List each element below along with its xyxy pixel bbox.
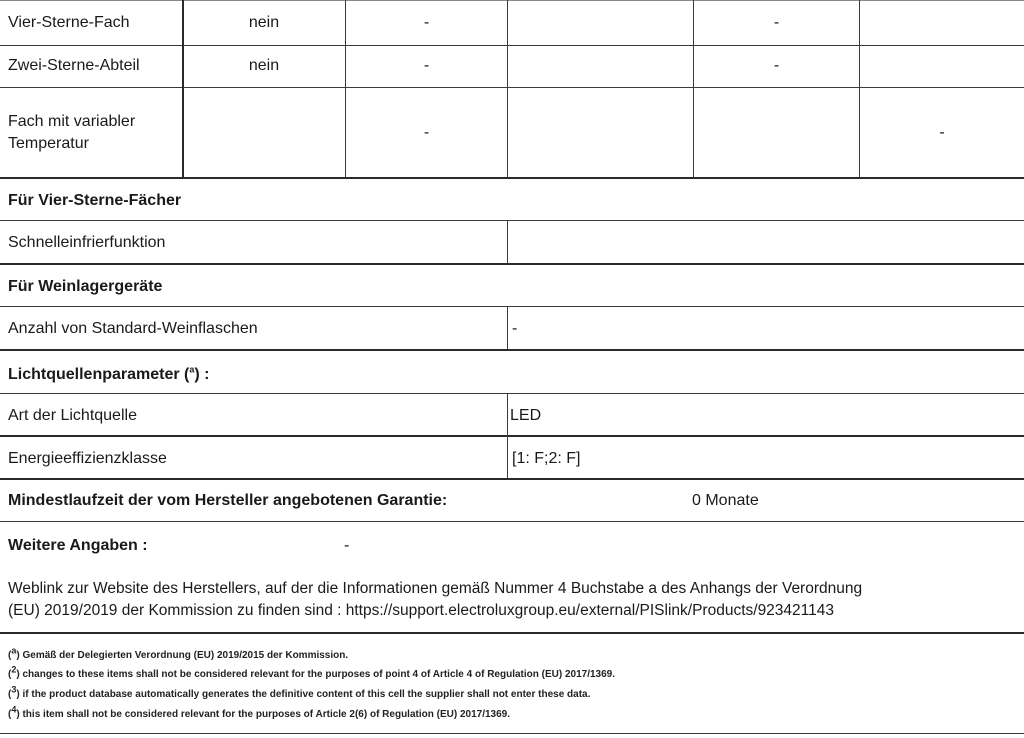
row-divider xyxy=(0,393,1024,394)
row-label: Energieeffizienzklasse xyxy=(8,450,167,467)
licht-title-text: Lichtquellenparameter ( xyxy=(8,366,190,383)
section-title-vier-sterne: Für Vier-Sterne-Fächer xyxy=(8,192,182,209)
cell-value: LED xyxy=(510,407,542,424)
row-label: Zwei-Sterne-Abteil xyxy=(8,57,140,74)
row-divider xyxy=(0,478,1024,480)
footnote-text: changes to these items shall not be considered relevant for the purposes of point 4 of Article 4 of Regulation (EU) 2017/1369. xyxy=(19,669,616,680)
cell-value: - xyxy=(939,124,945,141)
weblink-line2[interactable]: (EU) 2019/2019 der Kommission zu finden sind : https://support.electroluxgroup.eu/external/PISlink/Products/923421143 xyxy=(8,602,834,619)
row-divider xyxy=(0,521,1024,522)
cell-value: nein xyxy=(248,14,280,31)
column-divider xyxy=(507,306,508,350)
footnote-marker: a xyxy=(11,645,17,656)
cell-value: - xyxy=(423,57,430,74)
row-divider xyxy=(0,349,1024,351)
column-divider xyxy=(507,0,508,178)
footnote-text: this item shall not be considered relevant for the purposes of Article 2(6) of Regulation (EU) 2017/1369. xyxy=(19,709,511,720)
weblink-line1: Weblink zur Website des Herstellers, auf der die Informationen gemäß Nummer 4 Buchstabe a des Anhangs der Verordnung xyxy=(8,580,863,597)
footnote-marker: 2 xyxy=(11,664,17,675)
garantie-value: 0 Monate xyxy=(692,492,759,509)
row-label-line1: Fach mit variabler xyxy=(8,113,136,130)
footnote: ($^a$) Gemäß der Delegierten Verordnung (EU) 2019/2015 der Kommission. xyxy=(8,645,349,661)
column-divider xyxy=(507,220,508,264)
footnote-marker: a xyxy=(189,364,195,375)
footnote: ($^4$) this item shall not be considered relevant for the purposes of Article 2(6) of Regulation (EU) 2017/1369. xyxy=(8,704,511,720)
cell-value: - xyxy=(773,14,780,31)
cell-value: - xyxy=(423,124,430,141)
footnote-divider xyxy=(0,632,1024,634)
garantie-label: Mindestlaufzeit der vom Hersteller angebotenen Garantie: xyxy=(8,492,448,509)
weitere-label: Weitere Angaben : xyxy=(8,537,148,554)
row-divider xyxy=(0,306,1024,307)
cell-value: [1: F;2: F] xyxy=(512,450,581,467)
cell-value: - xyxy=(773,57,780,74)
row-label: Anzahl von Standard-Weinflaschen xyxy=(8,320,258,337)
column-divider xyxy=(507,393,508,478)
row-divider xyxy=(0,87,1024,88)
section-title-licht xyxy=(8,364,210,386)
table-top-border xyxy=(0,0,1024,1)
row-divider xyxy=(0,177,1024,179)
weitere-value: - xyxy=(344,537,350,554)
footnote-marker: 4 xyxy=(11,704,17,715)
row-label: Vier-Sterne-Fach xyxy=(8,14,130,31)
footnote-text: if the product database automatically generates the definitive content of this cell the supplier shall not enter these data. xyxy=(19,689,591,700)
cell-value: - xyxy=(423,14,430,31)
footnote: ($^2$) changes to these items shall not be considered relevant for the purposes of point 4 of Article 4 of Regulation (EU) 2017/1369. xyxy=(8,664,616,680)
row-divider xyxy=(0,220,1024,221)
licht-title-end: ) : xyxy=(194,366,210,383)
cell-value: - xyxy=(512,320,518,337)
row-divider xyxy=(0,435,1024,437)
row-label-line2: Temperatur xyxy=(8,135,89,152)
page-bottom-border xyxy=(0,733,1024,734)
cell-value: nein xyxy=(248,57,280,74)
footnote: ($^3$) if the product database automatically generates the definitive content of this cell the supplier shall not enter these data. xyxy=(8,684,591,700)
row-divider xyxy=(0,45,1024,46)
column-divider xyxy=(859,0,860,178)
row-divider xyxy=(0,263,1024,265)
section-title-wein: Für Weinlagergeräte xyxy=(8,278,163,295)
row-label: Art der Lichtquelle xyxy=(8,407,137,424)
footnote-text: Gemäß der Delegierten Verordnung (EU) 2019/2015 der Kommission. xyxy=(19,650,349,661)
footnote-marker: 3 xyxy=(11,684,17,695)
row-label: Schnelleinfrierfunktion xyxy=(8,234,166,251)
